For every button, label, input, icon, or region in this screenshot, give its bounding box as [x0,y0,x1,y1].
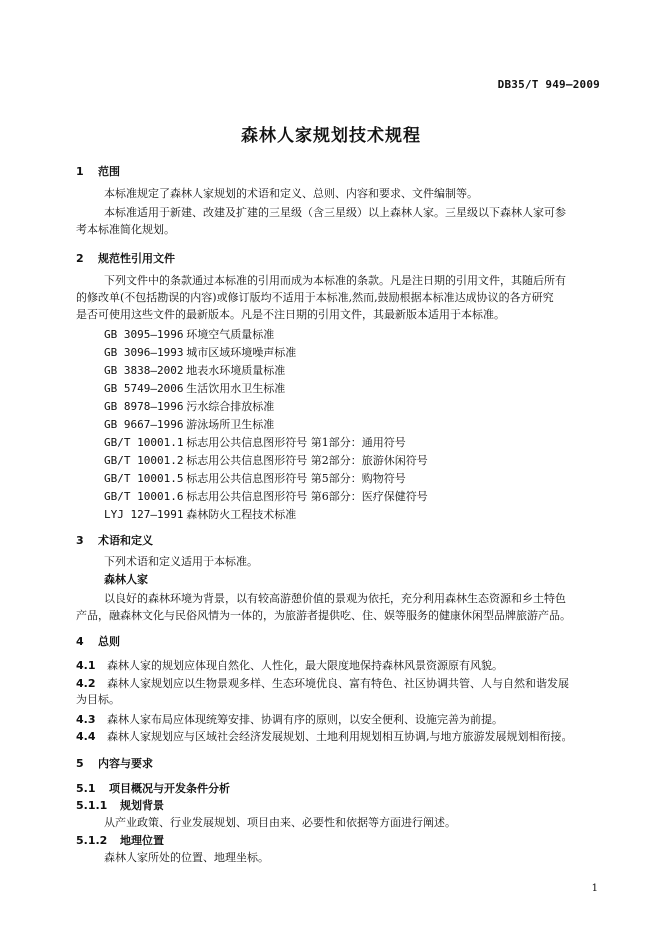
reference-item [104,398,274,414]
reference-title: 地表水环境质量标准 [186,364,286,377]
page-title: 森林人家规划技术规程 [241,126,421,146]
reference-code: GB 5749—2006 [104,382,184,395]
clause-text: 森林人家规划应以生物景观多样、生态环境优良、富有特色、社区协调共管、人与自然和谐发展 [107,677,569,690]
paragraph-continuation: 是否可使用这些文件的最新版本。凡是不注日期的引用文件，其最新版本适用于本标准。 [76,308,505,321]
reference-item [104,416,274,432]
standard-code: DB35/T 949—2009 [497,78,600,91]
clause-text: 森林人家规划应与区域社会经济发展规划、土地利用规划相互协调,与地方旅游发展规划相衔接。 [107,730,573,743]
reference-code: GB/T 10001.2 [104,454,184,467]
subsection-number: 5.1 [76,782,96,795]
clause-number: 4.2 [76,677,96,690]
subsection-title: 规划背景 [120,799,164,812]
clause-text: 森林人家的规划应体现自然化、人性化，最大限度地保持森林风景资源原有风貌。 [107,659,503,672]
reference-title: 标志用公共信息图形符号 第1部分：通用符号 [186,436,406,449]
section-number: 5 [76,757,84,770]
reference-code: GB/T 10001.5 [104,472,184,485]
reference-item [104,362,285,378]
reference-item [104,506,296,522]
paragraph: 下列术语和定义适用于本标准。 [104,555,258,568]
paragraph: 本标准规定了森林人家规划的术语和定义、总则、内容和要求、文件编制等。 [104,187,478,200]
paragraph: 下列文件中的条款通过本标准的引用而成为本标准的条款。凡是注日期的引用文件，其随后所有 [104,274,566,287]
section-heading-3 [76,532,153,548]
term-heading: 森林人家 [104,573,148,586]
reference-item [104,380,285,396]
paragraph: 以良好的森林环境为背景，以有较高游憩价值的景观为依托，充分利用森林生态资源和乡土特色 [104,592,566,605]
clause-number: 4.4 [76,730,96,743]
section-title: 内容与要求 [98,757,153,770]
reference-item [104,344,296,360]
section-number: 2 [76,252,84,265]
reference-code: GB/T 10001.6 [104,490,184,503]
reference-title: 生活饮用水卫生标准 [186,382,286,395]
reference-code: GB/T 10001.1 [104,436,184,449]
reference-item [104,488,428,504]
subsection-number: 5.1.2 [76,834,108,847]
reference-title: 城市区域环境噪声标准 [186,346,297,359]
reference-code: GB 3095—1996 [104,328,184,341]
section-heading-1 [76,163,120,179]
subsection-title: 项目概况与开发条件分析 [109,782,230,795]
clause-4-2 [76,675,569,691]
section-heading-2 [76,250,175,266]
section-number: 1 [76,165,84,178]
reference-item [104,326,274,342]
reference-title: 游泳场所卫生标准 [186,418,275,431]
clause-text: 森林人家布局应体现统筹安排、协调有序的原则，以安全便利、设施完善为前提。 [107,713,503,726]
clause-number: 4.3 [76,713,96,726]
page-number: 1 [591,883,598,894]
reference-title: 标志用公共信息图形符号 第2部分：旅游休闲符号 [186,454,428,467]
subsection-5-1 [76,780,230,796]
paragraph-continuation: 产品，融森林文化与民俗风情为一体的，为旅游者提供吃、住、娱等服务的健康休闲型品牌旅游产品。 [76,609,571,622]
paragraph: 森林人家所处的位置、地理坐标。 [104,851,269,864]
section-title: 规范性引用文件 [98,252,175,265]
paragraph: 从产业政策、行业发展规划、项目由来、必要性和依据等方面进行阐述。 [104,816,456,829]
reference-title: 森林防火工程技术标准 [186,508,297,521]
section-number: 4 [76,635,84,648]
clause-number: 4.1 [76,659,96,672]
section-heading-5 [76,755,153,771]
section-number: 3 [76,534,84,547]
reference-item [104,434,406,450]
subsection-5-1-2 [76,832,164,848]
clause-4-1 [76,657,503,673]
section-heading-4 [76,633,120,649]
section-title: 范围 [98,165,120,178]
reference-title: 标志用公共信息图形符号 第6部分：医疗保健符号 [186,490,428,503]
subsection-5-1-1 [76,797,164,813]
section-title: 总则 [98,635,120,648]
subsection-number: 5.1.1 [76,799,108,812]
paragraph-continuation: 为目标。 [76,693,120,706]
reference-code: GB 3838—2002 [104,364,184,377]
paragraph-continuation: 的修改单(不包括勘误的内容)或修订版均不适用于本标准,然而,鼓励根据本标准达成协议的各方研究 [76,291,554,304]
reference-title: 环境空气质量标准 [186,328,275,341]
reference-code: GB 9667—1996 [104,418,184,431]
reference-item [104,470,406,486]
reference-title: 污水综合排放标准 [186,400,275,413]
clause-4-4 [76,728,573,744]
reference-code: GB 3096—1993 [104,346,184,359]
subsection-title: 地理位置 [120,834,164,847]
section-title: 术语和定义 [98,534,153,547]
reference-title: 标志用公共信息图形符号 第5部分：购物符号 [186,472,406,485]
paragraph-continuation: 考本标准简化规划。 [76,223,175,236]
clause-4-3 [76,711,503,727]
reference-code: GB 8978—1996 [104,400,184,413]
paragraph: 本标准适用于新建、改建及扩建的三星级（含三星级）以上森林人家。三星级以下森林人家可参 [104,206,566,219]
reference-code: LYJ 127—1991 [104,508,184,521]
reference-item [104,452,428,468]
